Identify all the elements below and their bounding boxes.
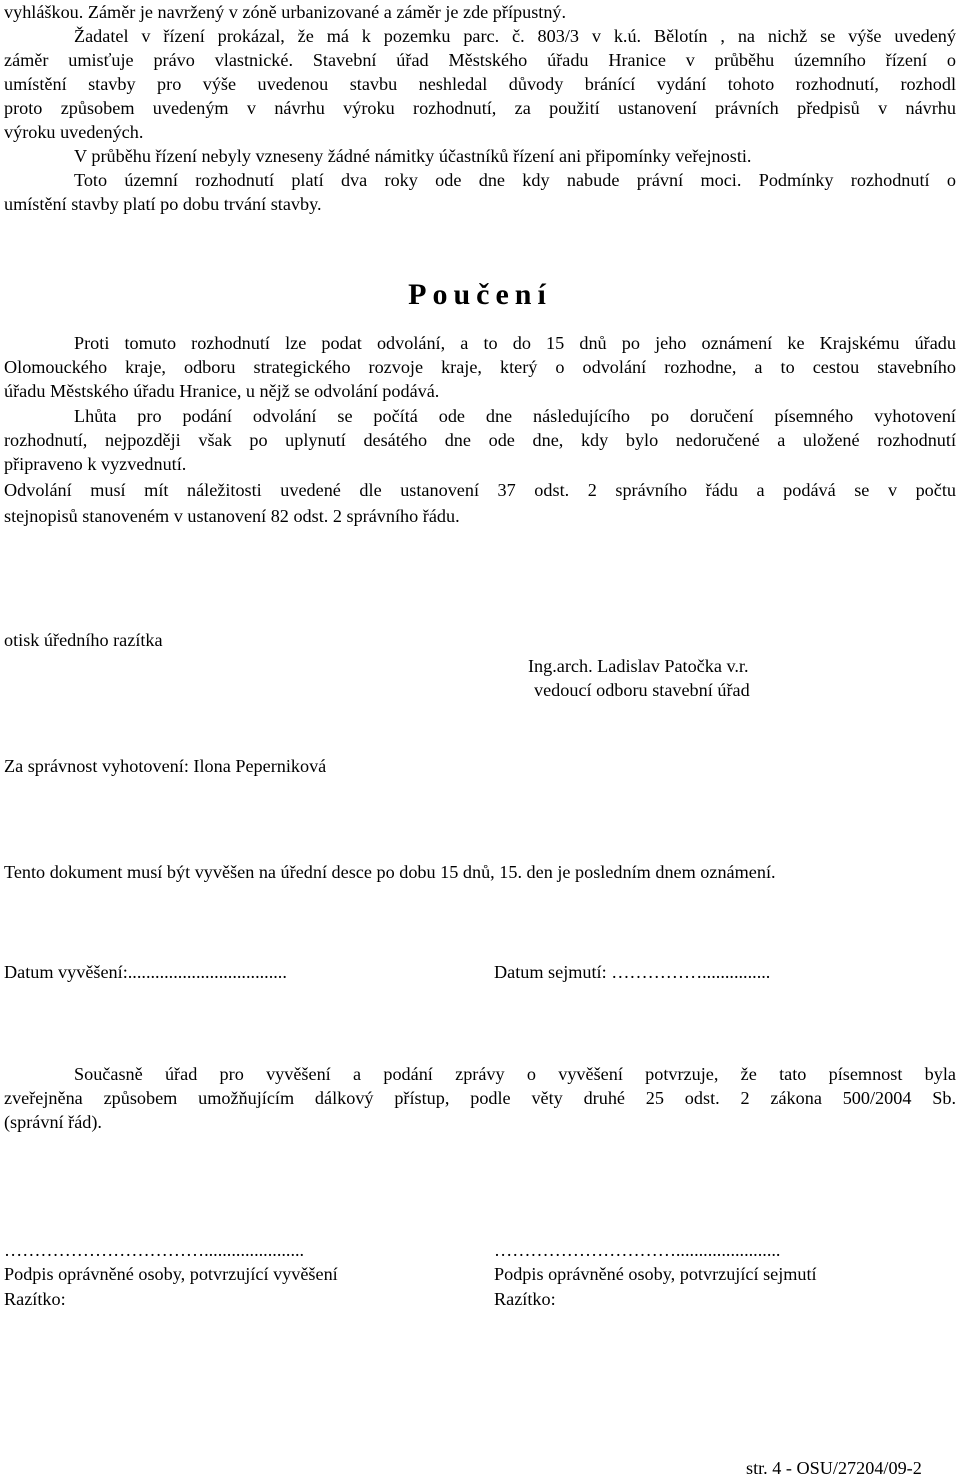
signature-left-dots: ……………………………...................... xyxy=(4,1240,305,1260)
intro-line-9: umístění stavby platí po dobu trvání stavby. xyxy=(4,194,322,214)
intro-line-3: záměr umisťuje právo vlastnické. Stavební úřad Městského úřadu Hranice v průběhu územního řízení o xyxy=(4,50,956,70)
confirmation-line-2: zveřejněna způsobem umožňujícím dálkový přístup, podle věty druhé 25 odst. 2 zákona 500/2004 Sb. xyxy=(4,1088,956,1108)
date-removed: Datum sejmutí: ……………............... xyxy=(494,962,771,982)
intro-line-2: Žadatel v řízení prokázal, že má k pozemku parc. č. 803/3 v k.ú. Bělotín , na nichž se výše uvedený xyxy=(74,26,956,46)
intro-line-7: V průběhu řízení nebyly vzneseny žádné námitky účastníků řízení ani připomínky veřejnosti. xyxy=(74,146,752,166)
pouceni-heading: Poučení xyxy=(408,278,552,311)
stamp-label: otisk úředního razítka xyxy=(4,630,163,650)
pouceni-line-4: Lhůta pro podání odvolání se počítá ode dne následujícího po doručení písemného vyhotovení xyxy=(74,406,956,426)
intro-line-8: Toto územní rozhodnutí platí dva roky ode dne kdy nabude právní moci. Podmínky rozhodnutí o xyxy=(74,170,956,190)
date-posted: Datum vyvěšení:................................... xyxy=(4,962,287,982)
signature-right-dots: …………………………....................... xyxy=(494,1240,781,1260)
intro-line-4: umístění stavby pro výše uvedenou stavbu neshledal důvody bránící vydání tohoto rozhodnutí, rozhodl xyxy=(4,74,956,94)
posting-note: Tento dokument musí být vyvěšen na úřední desce po dobu 15 dnů, 15. den je posledním dnem oznámení. xyxy=(4,862,776,882)
signature-right-label: Podpis oprávněné osoby, potvrzující sejmutí xyxy=(494,1264,817,1284)
pouceni-line-2: Olomouckého kraje, odboru strategického rozvoje kraje, který o odvolání rozhodne, a to cestou stavebního xyxy=(4,357,956,377)
signatory-role: vedoucí odboru stavební úřad xyxy=(534,680,750,700)
signature-right-stamp: Razítko: xyxy=(494,1289,556,1309)
confirmation-line-3: (správní řád). xyxy=(4,1112,102,1132)
intro-line-1: vyhláškou. Záměr je navržený v zóně urbanizované a záměr je zde přípustný. xyxy=(4,2,567,22)
confirmation-line-1: Současně úřad pro vyvěšení a podání zprávy o vyvěšení potvrzuje, že tato písemnost byla xyxy=(74,1064,956,1084)
pouceni-line-5: rozhodnutí, nejpozději však po uplynutí desátého dne ode dne, kdy bylo nedoručené a uložené rozhodnutí xyxy=(4,430,956,450)
pouceni-line-3: úřadu Městského úřadu Hranice, u nějž se odvolání podává. xyxy=(4,381,440,401)
pouceni-line-6: připraveno k vyzvednutí. xyxy=(4,454,187,474)
pouceni-line-7: Odvolání musí mít náležitosti uvedené dle ustanovení 37 odst. 2 správního řádu a podává se v počtu xyxy=(4,480,956,500)
pouceni-line-8: stejnopisů stanoveném v ustanovení 82 odst. 2 správního řádu. xyxy=(4,506,460,526)
signature-left-label: Podpis oprávněné osoby, potvrzující vyvěšení xyxy=(4,1264,338,1284)
correctness-line: Za správnost vyhotovení: Ilona Peperniková xyxy=(4,756,327,776)
intro-line-6: výroku uvedených. xyxy=(4,122,144,142)
signature-left-stamp: Razítko: xyxy=(4,1289,66,1309)
intro-line-5: proto způsobem uvedeným v návrhu výroku rozhodnutí, za použití ustanovení právních předpisů v návrhu xyxy=(4,98,956,118)
signatory-name: Ing.arch. Ladislav Patočka v.r. xyxy=(528,656,749,676)
page-footer: str. 4 - OSU/27204/09-2 xyxy=(746,1458,922,1478)
pouceni-line-1: Proti tomuto rozhodnutí lze podat odvolání, a to do 15 dnů po jeho oznámení ke Krajskému úřadu xyxy=(74,333,956,353)
